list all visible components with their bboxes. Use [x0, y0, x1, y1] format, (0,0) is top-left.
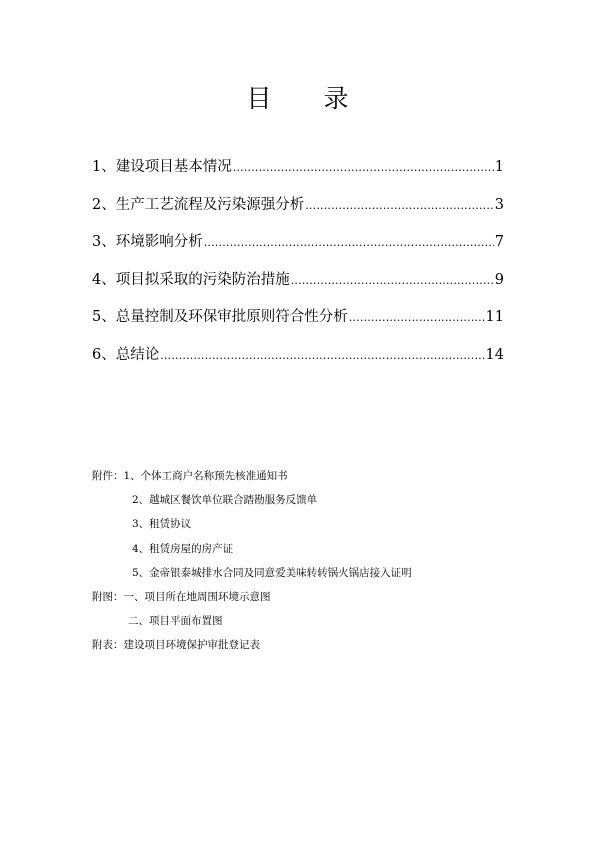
toc-entry[interactable]	[92, 302, 504, 340]
attachment-item: 5、金帝银泰城排水合同及同意爱美味转转锅火锅店接入证明	[132, 566, 412, 579]
toc-leader-dots	[291, 266, 494, 296]
toc-entry-label: 2、生产工艺流程及污染源强分析	[92, 196, 305, 213]
attachment-item: 1、个体工商户名称预先核准通知书	[123, 470, 288, 482]
table-of-contents	[92, 152, 504, 377]
toc-leader-dots	[305, 191, 494, 221]
toc-entry[interactable]	[92, 152, 504, 190]
appendix-list	[92, 466, 552, 660]
toc-entry-label: 6、总结论	[92, 346, 160, 363]
toc-entry-page: 1	[494, 159, 504, 175]
attachments-heading: 附件：	[92, 470, 124, 482]
toc-leader-dots	[204, 228, 494, 258]
toc-entry-page: 11	[485, 309, 504, 325]
toc-leader-dots	[160, 341, 484, 371]
figures-heading: 附图：	[92, 590, 124, 603]
figure-line	[92, 611, 552, 635]
toc-entry-label: 5、总量控制及环保审批原则符合性分析	[92, 309, 348, 325]
table-line	[92, 635, 552, 659]
tables-heading: 附表：	[92, 639, 124, 652]
attachment-line	[92, 490, 552, 514]
toc-entry[interactable]	[92, 340, 504, 378]
table-item: 建设项目环境保护审批登记表	[123, 639, 260, 652]
attachment-line	[92, 466, 552, 490]
figure-item: 二、项目平面布置图	[128, 615, 223, 628]
toc-entry-page: 7	[494, 234, 504, 250]
attachment-item: 3、租赁协议	[132, 518, 192, 531]
toc-entry-label: 3、环境影响分析	[92, 234, 203, 250]
toc-entry-page: 3	[494, 196, 504, 213]
toc-entry-page: 14	[485, 346, 504, 363]
page-title: 目 录	[246, 84, 371, 113]
toc-leader-dots	[349, 303, 485, 333]
attachment-item: 4、租赁房屋的房产证	[132, 542, 234, 555]
toc-leader-dots	[233, 153, 494, 183]
figure-line	[92, 587, 552, 611]
toc-entry[interactable]	[92, 265, 504, 303]
toc-entry-page: 9	[494, 271, 504, 288]
figure-item: 一、项目所在地周围环境示意图	[123, 590, 271, 603]
toc-entry[interactable]	[92, 190, 504, 228]
toc-entry-label: 4、项目拟采取的污染防治措施	[92, 271, 290, 288]
toc-entry-label: 1、建设项目基本情况	[92, 159, 232, 175]
toc-entry[interactable]	[92, 227, 504, 265]
attachment-item: 2、越城区餐饮单位联合踏勘服务反馈单	[132, 494, 318, 507]
attachment-line	[92, 539, 552, 563]
attachment-line	[92, 514, 552, 538]
attachment-line	[92, 563, 552, 587]
